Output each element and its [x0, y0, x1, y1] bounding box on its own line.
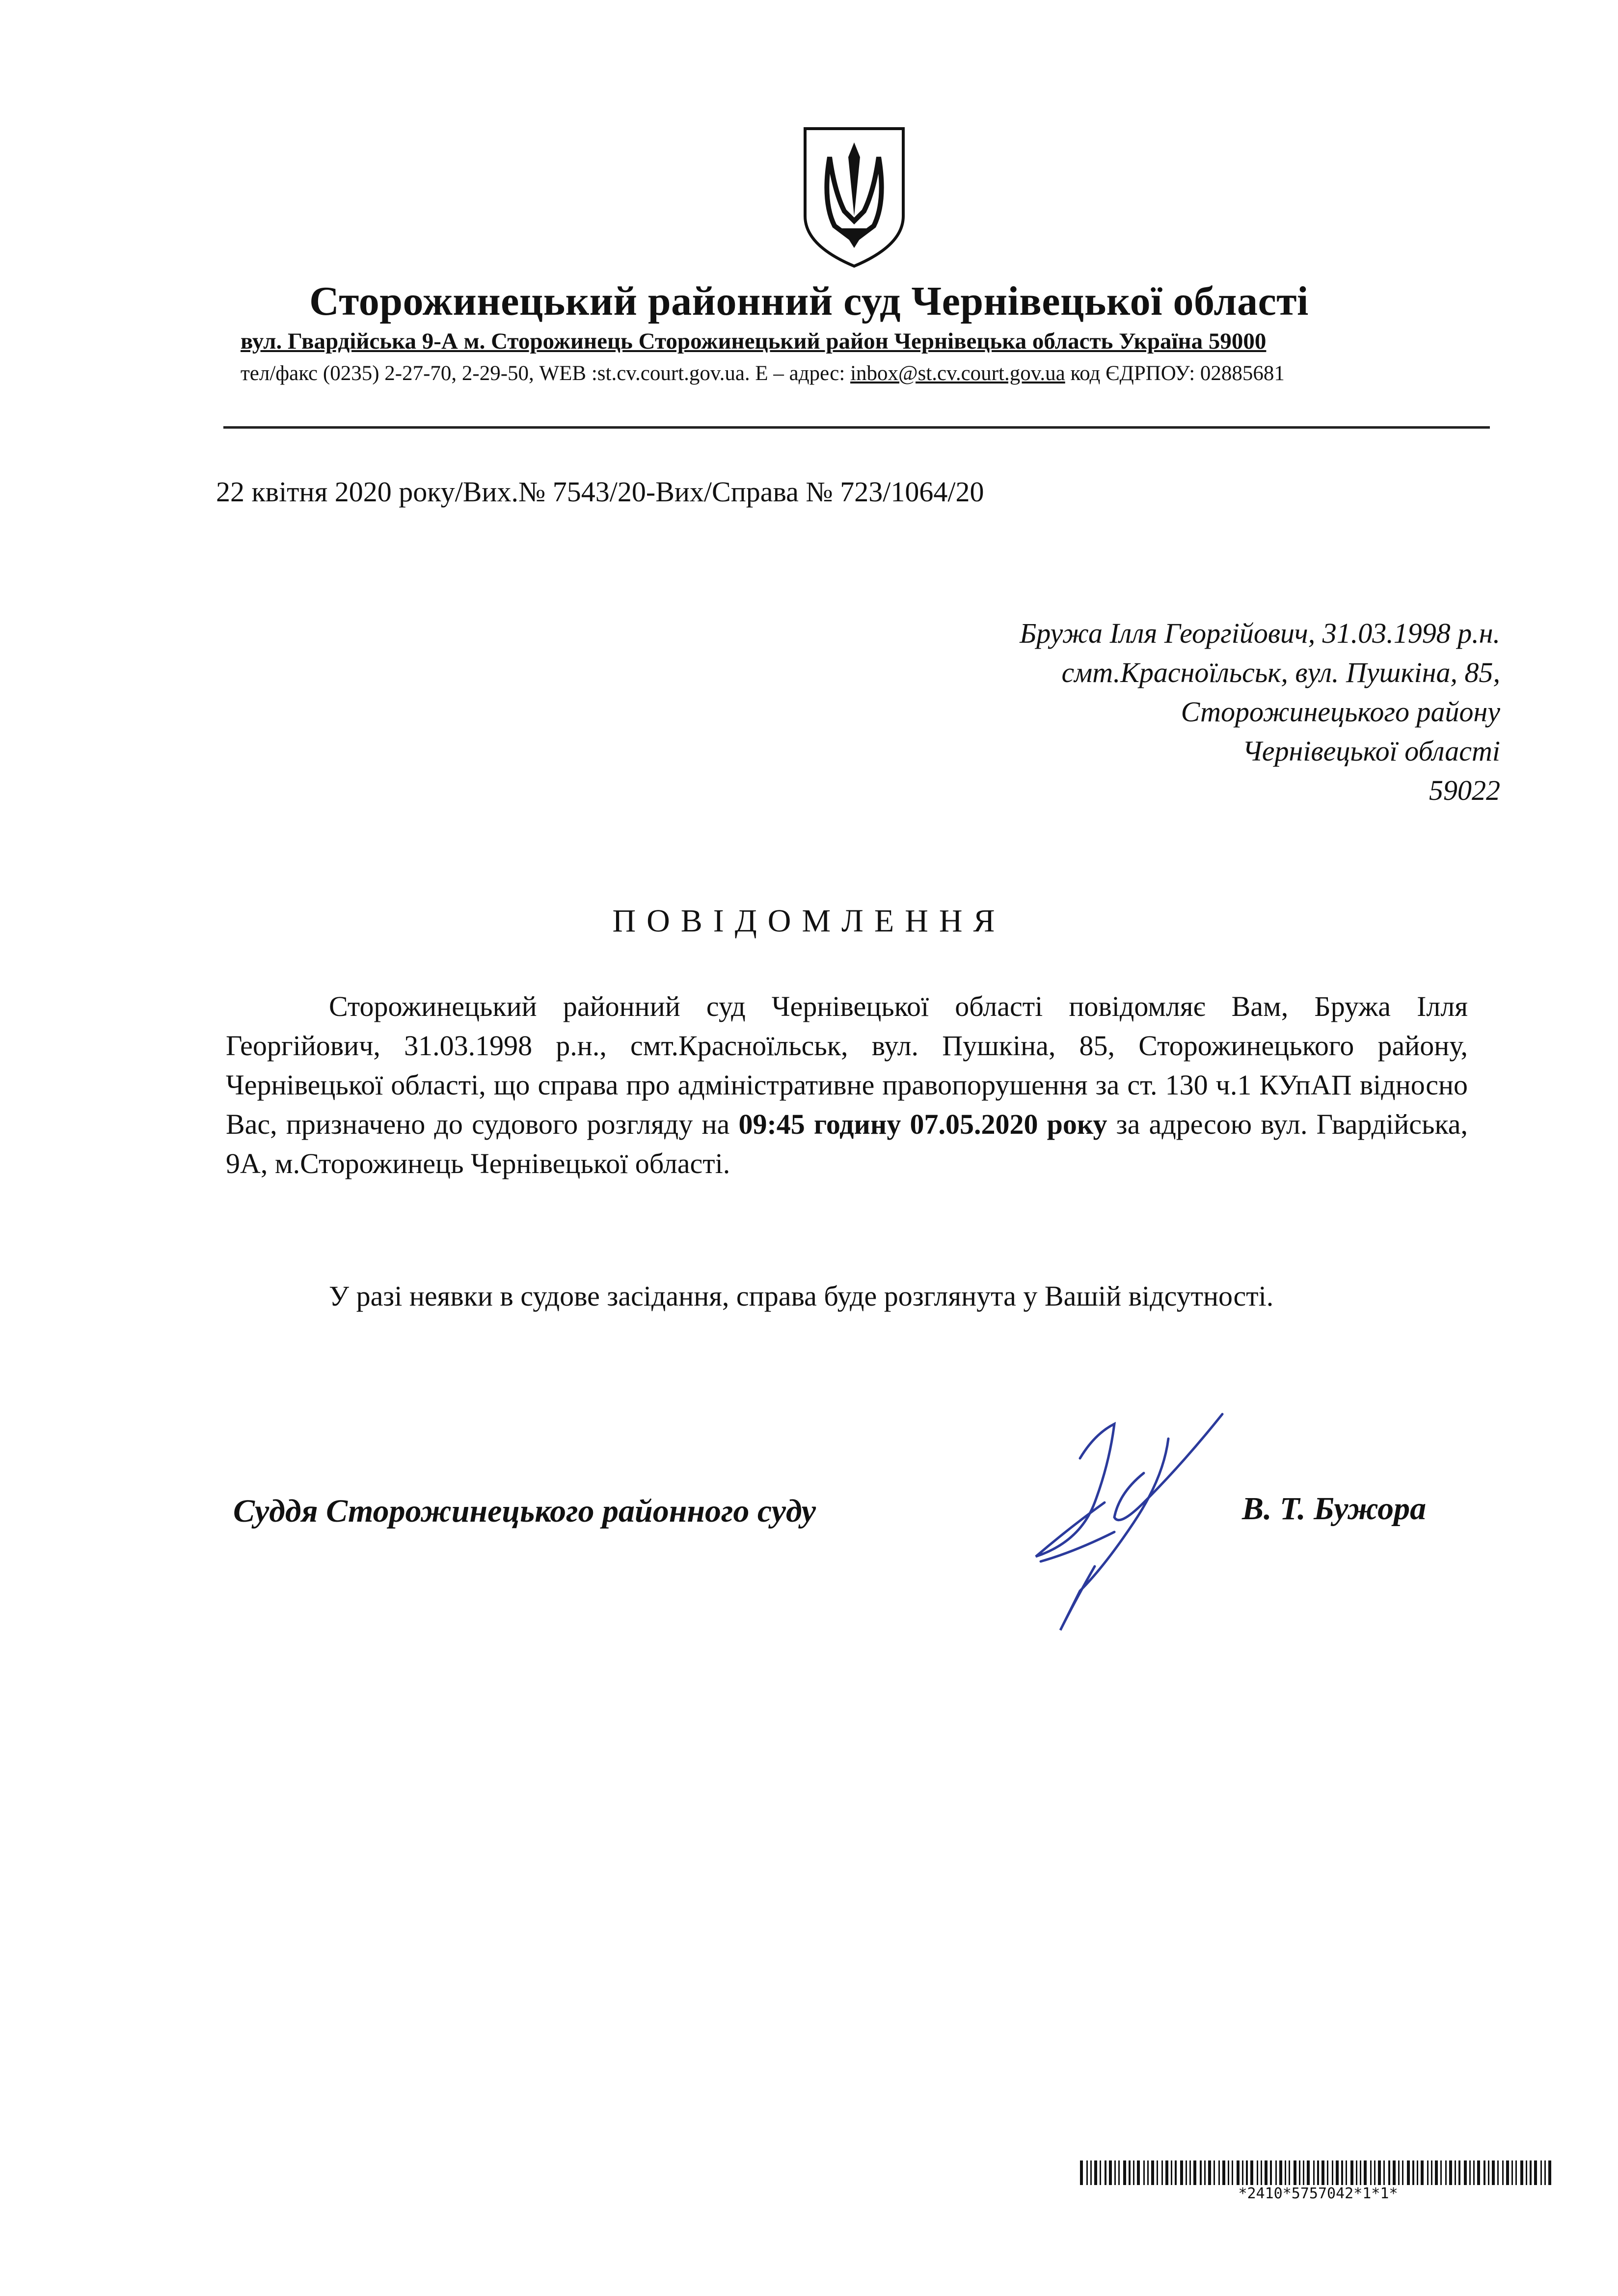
- recipient-line: Сторожинецького району: [1181, 696, 1500, 728]
- recipient-block: [813, 614, 1500, 810]
- contacts-prefix: тел/факс (0235) 2-27-70, 2-29-50, WEB :st.cv.court.gov.ua. E – адрес:: [241, 362, 851, 385]
- hearing-datetime: 09:45 годину 07.05.2020 року: [738, 1108, 1107, 1140]
- document-title: ПОВІДОМЛЕННЯ: [612, 903, 1006, 939]
- body-paragraph-1: [226, 987, 1468, 1183]
- header-divider: [223, 426, 1490, 429]
- recipient-line: смт.Красноїльськ, вул. Пушкіна, 85,: [1061, 656, 1500, 688]
- recipient-line: 59022: [1429, 774, 1500, 806]
- barcode-number: *2410*5757042*1*1*: [1238, 2185, 1398, 2202]
- email-link[interactable]: inbox@st.cv.court.gov.ua: [850, 362, 1065, 385]
- recipient-line: Чернівецької області: [1242, 735, 1500, 767]
- para1-text-a: Сторожинецький районний суд Чернівецької області повідомляє Вам, Бружа Ілля Георгійович, 31.03.1998 р.н., смт.Красноїльськ, вул. Пушкіна, 85, Сторожинецького району, Чернівецької області, що справа про адміністративне правопорушення за ст. 130 ч.1 КУпАП відносно Вас, призначено до судового розгляду на: [226, 990, 1468, 1140]
- contacts-suffix: код ЄДРПОУ: 02885681: [1065, 362, 1285, 385]
- outgoing-number: 22 квітня 2020 року/Вих.№ 7543/20-Вих/Справа № 723/1064/20: [216, 476, 984, 508]
- signer-name: В. Т. Бужора: [1242, 1491, 1427, 1527]
- para1-text-b: за адресою вул. Гвардійська, 9А, м.Сторожинець Чернівецької області.: [226, 1108, 1468, 1179]
- recipient-line: Бружа Ілля Георгійович, 31.03.1998 р.н.: [1020, 617, 1500, 649]
- body-paragraph-2: У разі неявки в судове засідання, справа буде розглянута у Вашій відсутності.: [329, 1280, 1274, 1312]
- signer-title: Суддя Сторожинецького районного суду: [233, 1493, 816, 1529]
- handwritten-signature: [997, 1404, 1257, 1640]
- court-address: вул. Гвардійська 9-А м. Сторожинець Сторожинецький район Чернівецька область Україна 59000: [241, 328, 1267, 354]
- court-name: Сторожинецький районний суд Чернівецької області: [309, 278, 1309, 324]
- coat-of-arms-trident-icon: [795, 123, 913, 270]
- court-contacts: [241, 361, 1285, 385]
- barcode-icon: [1080, 2160, 1556, 2185]
